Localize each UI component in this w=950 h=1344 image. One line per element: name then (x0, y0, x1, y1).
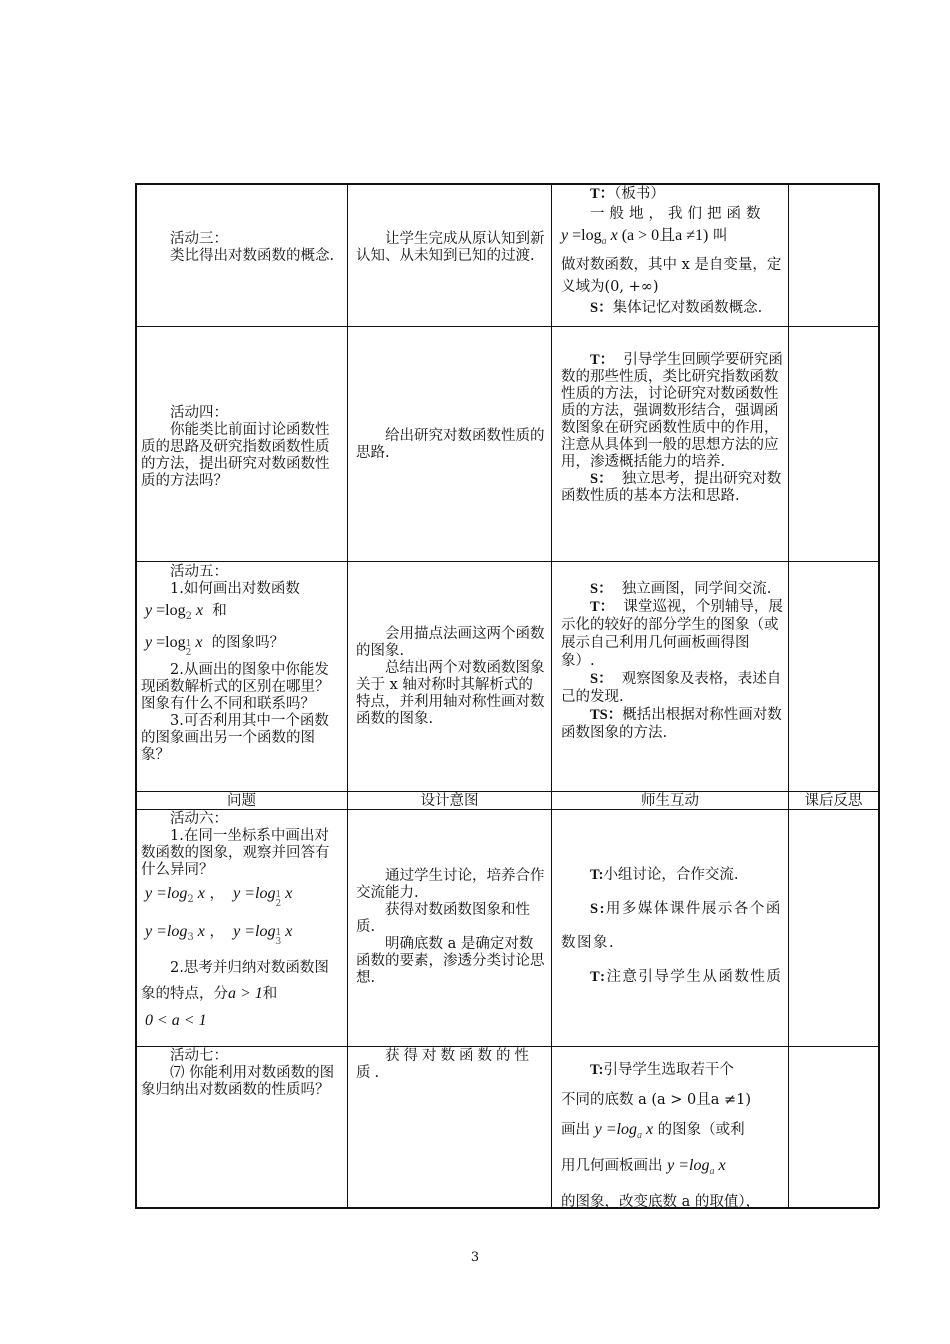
teacher-label: T： (590, 352, 615, 368)
question-2 (141, 955, 343, 1007)
table-border-left (135, 183, 137, 1208)
fraction-numerator: 1 (275, 890, 282, 900)
fraction-denominator: 3 (275, 937, 282, 947)
activity-text: 类比得出对数函数的概念. (170, 248, 335, 264)
activity-4-intent (356, 428, 546, 462)
activity-7-interaction (561, 1055, 783, 1217)
student-line (561, 892, 783, 960)
condition-a-gt-1: a > 1 (228, 985, 263, 1002)
intent-text-3: 明确底数 a 是确定对数函数的要素，渗透分类讨论思想. (356, 936, 545, 986)
teacher-line (561, 1055, 783, 1085)
change-base-line: 的图象，改变底数 a 的取值）， (561, 1194, 761, 1210)
var-x: x (281, 885, 293, 902)
var-x: x (606, 227, 618, 244)
student-line-1 (561, 580, 783, 598)
var-y: y (561, 227, 569, 244)
intent-text: 给出研究对数函数性质的思路. (356, 428, 545, 461)
teacher-label: T： (590, 186, 615, 202)
condition-line (145, 1007, 343, 1035)
student-text: 独立画图，同学间交流. (621, 581, 772, 597)
question-2-text: 2.思考并归纳对数函数图象的特点，分 (141, 960, 329, 1002)
and-text: 和 (212, 603, 227, 619)
ts-label: TS： (590, 707, 623, 723)
formula-log-a: y =log (594, 1121, 637, 1138)
var-x: x (281, 923, 293, 940)
activity-7-question (141, 1048, 343, 1099)
teacher-text: 课堂巡视，个别辅导，展示化的较好的部分学生的图象（或展示自己利用几何画板画得图象）. (561, 599, 783, 669)
activity-title: 活动六： (170, 811, 228, 827)
formula-log-a: y =log (667, 1157, 710, 1174)
activity-4-question (141, 405, 341, 490)
activity-title: 活动四： (170, 405, 228, 421)
activity-text: ⑺ 你能利用对数函数的图象归纳出对数函数的性质吗？ (141, 1065, 335, 1098)
var-x: x (191, 634, 203, 651)
base-condition: 不同的底数 a (a > 0且a ≠1) (561, 1092, 752, 1108)
intent-text-1: 通过学生讨论，培养合作交流能力. (356, 868, 545, 901)
student-label: S： (590, 581, 613, 597)
fraction-numerator: 1 (275, 928, 282, 938)
formula-log2: y =log (145, 885, 188, 902)
teacher-text: 小组讨论，合作交流. (603, 867, 739, 883)
row-divider (135, 1046, 879, 1047)
teacher-text: 引导学生回顾学要研究函数的那些性质，类比研究指数函数性质的方法，讨论研究对数函数性质的方法，强调数形结合，强调函数图象在研究函数性质中的作用，注意从具体到一般的思想方法的应用，渗透概括能力的培养. (561, 352, 783, 470)
definition-formula (561, 224, 783, 254)
formula-log2 (145, 598, 343, 630)
activity-3-question (141, 231, 343, 265)
teacher-line (561, 598, 783, 670)
ts-line (561, 706, 783, 742)
header-teacher-student: 师生互动 (641, 793, 699, 809)
log-base: a (709, 1166, 715, 1177)
activity-text: 你能类比前面讨论函数性质的思路及研究指数函数性质的方法，提出研究对数函数性质的方法吗？ (141, 422, 330, 489)
var-x: x (714, 1157, 726, 1174)
student-label: S： (590, 471, 613, 487)
draw-tail: 的图象（或利 (653, 1122, 745, 1138)
intent-text-2: 总结出两个对数函数图象关于 x 轴对称时其解析式的特点，并利用轴对称性画对数函数的图象. (356, 660, 545, 727)
comma: ， (209, 924, 224, 940)
intent-text-1: 会用描点法画这两个函数的图象. (356, 626, 545, 659)
log-base: 2 (185, 611, 192, 622)
log-base: 2 (187, 894, 194, 905)
column-divider (551, 183, 552, 1208)
question-1: 1.如何画出对数函数 (170, 581, 300, 597)
log-text: =log (568, 227, 602, 244)
student-label: S: (590, 901, 606, 917)
teacher-line (561, 352, 783, 471)
definition-call: 叫 (708, 228, 728, 244)
activity-4-interaction (561, 352, 783, 505)
teacher-label: T： (590, 599, 615, 615)
definition-intro: 一般地，我们把函数 (590, 206, 766, 222)
ts-text: 概括出根据对称性画对数函数图象的方法. (561, 707, 782, 741)
question-tail: 的图象吗？ (211, 635, 285, 651)
teacher-text: （板书） (614, 186, 665, 202)
student-text: 观察图象及表格，表述自己的发现. (561, 671, 782, 705)
draw-text: 画出 (561, 1122, 595, 1138)
definition-rest: 做对数函数，其中 x 是自变量，定义域为(0, +∞) (561, 257, 782, 295)
activity-5-question (141, 564, 343, 764)
row-divider (135, 561, 879, 562)
log-text: =log (152, 602, 186, 619)
question-2: 2.从画出的图象中你能发现函数解析式的区别在哪里？图象有什么不同和联系吗？ (141, 662, 330, 712)
column-divider (347, 183, 348, 1208)
page-number: 3 (470, 1250, 480, 1265)
activity-5-interaction (561, 580, 783, 742)
student-label: S： (590, 300, 613, 316)
activity-title: 活动五： (170, 564, 228, 580)
teacher-text: 注意引导学生从函数性质 (606, 969, 783, 985)
intent-text: 获得对数函数的性质. (356, 1048, 533, 1081)
activity-5-intent (356, 626, 546, 728)
student-line-2 (561, 670, 783, 706)
and-text: 和 (262, 986, 278, 1002)
log-base: a (636, 1130, 642, 1141)
var-y: y (145, 634, 153, 651)
geometer-text: 用几何画板画出 (561, 1158, 668, 1174)
question-3: 3.可否利用其中一个函数的图象画出另一个函数的图象？ (141, 713, 329, 763)
activity-title: 活动三： (170, 231, 228, 247)
intent-text: 让学生完成从原认知到新认知、从未知到已知的过渡. (356, 231, 545, 264)
formula-row-1 (145, 879, 343, 915)
formula-log-third: y =log (233, 923, 276, 940)
teacher-line (561, 184, 783, 204)
student-text: 用多媒体课件展示各个函数图象. (561, 901, 782, 951)
teacher-label: T: (590, 1062, 604, 1078)
student-label: S： (590, 671, 613, 687)
activity-7-intent (356, 1048, 546, 1082)
var-x: x (641, 1121, 654, 1138)
formula-row-2 (145, 915, 343, 955)
comma: ， (209, 886, 224, 902)
condition-a-range: 0 < a < 1 (145, 1012, 207, 1029)
teacher-line-2 (561, 960, 783, 994)
domain-condition: (a > 0且a ≠1) (617, 227, 709, 244)
student-line (561, 471, 783, 505)
activity-6-question (141, 811, 343, 1035)
activity-3-interaction (561, 184, 783, 318)
header-design-intent: 设计意图 (420, 793, 479, 809)
row-divider (135, 326, 879, 327)
question-1: 1.在同一坐标系中画出对数函数的图象，观察并回答有什么异同？ (141, 828, 330, 878)
formula-log-half: y =log (233, 885, 276, 902)
activity-3-intent (356, 231, 546, 265)
var-y: y (145, 602, 153, 619)
activity-6-interaction (561, 858, 783, 994)
header-question: 问题 (227, 793, 256, 809)
formula-log-half (145, 630, 343, 658)
var-x: x (191, 602, 204, 619)
teacher-label: T: (590, 969, 607, 985)
var-x: x (193, 885, 205, 902)
intent-text-2: 获得对数函数图象和性质. (356, 902, 530, 935)
formula-log3: y =log (145, 923, 188, 940)
fraction-numerator: 1 (185, 639, 192, 649)
log-base: a (601, 236, 607, 247)
fraction-denominator: 2 (275, 899, 282, 909)
student-line (561, 298, 783, 318)
table-border-right (878, 183, 880, 1208)
activity-title: 活动七： (170, 1048, 228, 1064)
draw-line (561, 1115, 783, 1151)
var-x: x (193, 923, 205, 940)
teacher-label: T: (590, 867, 604, 883)
header-reflection: 课后反思 (804, 793, 863, 809)
student-text: 集体记忆对数函数概念. (612, 300, 763, 316)
student-text: 独立思考，提出研究对数函数性质的基本方法和思路. (561, 471, 782, 504)
teacher-line-1 (561, 858, 783, 892)
fraction-denominator: 2 (185, 648, 192, 658)
log-base: 3 (187, 932, 194, 943)
teacher-text: 引导学生选取若干个 (603, 1062, 734, 1078)
geometer-line (561, 1151, 783, 1187)
log-text: =log (152, 634, 186, 651)
activity-6-intent (356, 868, 546, 987)
column-divider (788, 183, 789, 1208)
